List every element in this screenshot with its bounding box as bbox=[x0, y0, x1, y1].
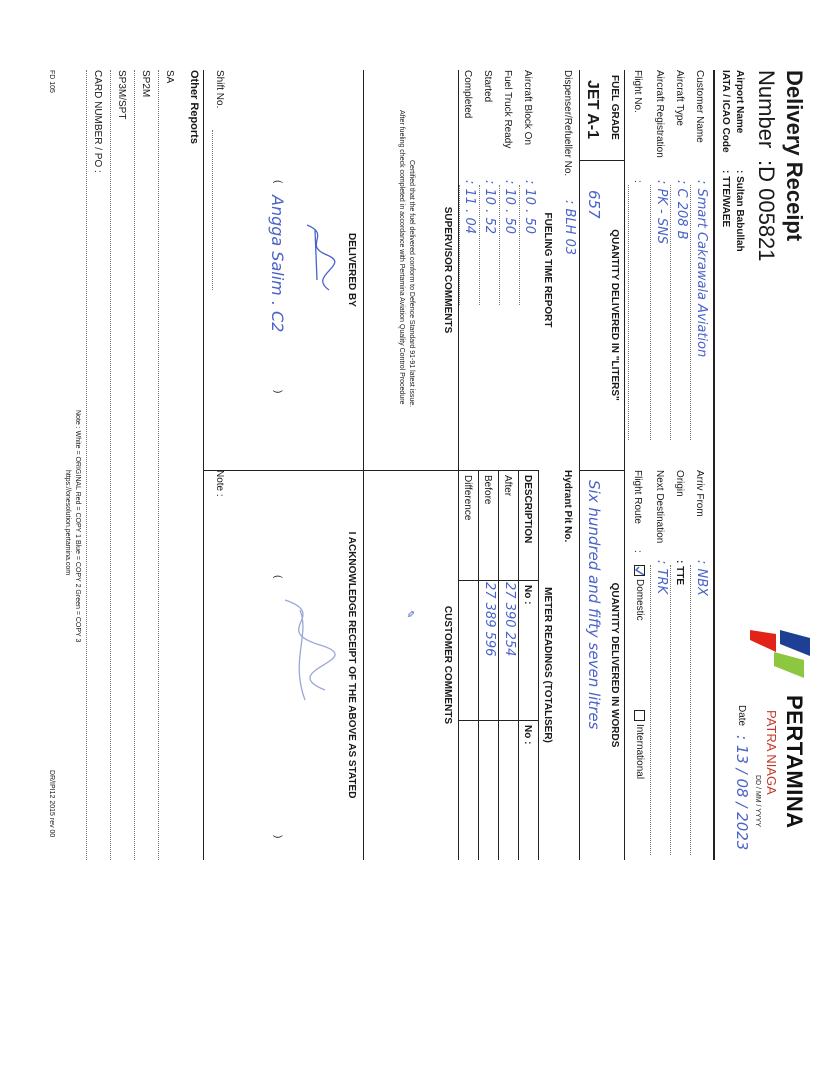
started-label: Started bbox=[482, 70, 493, 103]
block-on-value: : 10 . 50 bbox=[522, 180, 537, 234]
flight-no-value: : bbox=[632, 180, 643, 183]
date-label: Date bbox=[736, 705, 747, 727]
footer-code-right: DR/IPI12 2015 rev 00 bbox=[48, 770, 55, 838]
customer-name-label: Customer Name bbox=[694, 70, 705, 143]
iata-value: : TTE/WAEE bbox=[720, 170, 731, 228]
fuel-grade-value: JET A-1 bbox=[584, 80, 601, 139]
customer-name-value: : Smart Cakrawala Aviation bbox=[694, 180, 709, 358]
document-title: Delivery Receipt bbox=[782, 70, 807, 242]
qty-words-value: Six hundred and fifty seven litres bbox=[585, 480, 603, 730]
next-destination-value: : TRK bbox=[654, 560, 669, 595]
meter-difference-label: Difference bbox=[462, 475, 473, 521]
receipt-number: :D 005821 bbox=[754, 160, 779, 262]
dispenser-value: : BLH 03 bbox=[562, 200, 577, 256]
customer-mark-icon: ✎ bbox=[404, 610, 415, 619]
delivered-by-heading: DELIVERED BY bbox=[346, 233, 357, 307]
receipt-number-label: Number bbox=[754, 70, 779, 149]
aircraft-registration-label: Aircraft Registration bbox=[654, 70, 665, 158]
meter-heading: METER READINGS (TOTALISER) bbox=[542, 587, 553, 743]
header-divider bbox=[713, 70, 715, 860]
meter-after-label: After bbox=[502, 475, 513, 497]
completed-label: Completed bbox=[462, 70, 473, 119]
pertamina-logo-icon bbox=[750, 630, 810, 690]
flight-route-colon: : bbox=[632, 550, 643, 553]
hydrant-label: Hydrant Pit No. bbox=[562, 470, 573, 543]
qty-liters-label: QUANTITY DELIVERED IN "LITERS" bbox=[609, 229, 620, 401]
delivered-name: Angga Salim . C2 bbox=[268, 195, 287, 333]
airport-label: Airport Name bbox=[734, 70, 745, 134]
fuel-grade-label: FUEL GRADE bbox=[609, 75, 620, 140]
report-card-number: CARD NUMBER / PO : bbox=[92, 70, 103, 173]
truck-ready-value: : 10 . 50 bbox=[502, 180, 517, 234]
checkbox-empty-icon bbox=[634, 710, 645, 721]
brand-sub: PATRA NIAGA bbox=[764, 710, 779, 795]
report-sp3m: SP3M/SPT bbox=[116, 70, 127, 120]
iata-label: IATA / ICAO Code bbox=[720, 70, 731, 153]
checkbox-checked-icon bbox=[634, 565, 645, 576]
other-reports-heading: Other Reports bbox=[188, 70, 200, 144]
international-checkbox[interactable] bbox=[634, 710, 645, 779]
certification-line-2: After fueling check completed in accordance with Pertamina Aviation Quality Control Procedure bbox=[398, 110, 405, 405]
flight-route-label: Flight Route bbox=[632, 470, 643, 524]
next-destination-label: Next Destination bbox=[654, 470, 665, 544]
brand-name: PERTAMINA bbox=[782, 695, 807, 829]
report-sp2m: SP2M bbox=[140, 70, 151, 98]
dispenser-label: Dispenser/Refueller No. bbox=[562, 70, 573, 177]
customer-signature-icon bbox=[260, 590, 340, 710]
fueling-time-heading: FUELING TIME REPORT bbox=[542, 212, 553, 328]
aircraft-type-label: Aircraft Type bbox=[674, 70, 685, 126]
airport-value: : Sultan Babullah bbox=[734, 170, 745, 252]
delivered-signature-icon bbox=[297, 220, 337, 300]
rotated-form: Delivery Receipt Number :D 005821 Airport Name : Sultan Babullah IATA / ICAO Code : TTE/WAEE PERTAMINA PATRA NIAGA DD / MM / YYYY Date : 13 / 08 / 2023 Customer Name : Smart Cakrawala Aviation Aircraft Type : C 208 B Aircraft Registration : PK - SNS Flight No. : Arriv From : NBX Origin : TTE Next Destination : TRK Flight Route : Domestic International FUEL GRADE JET A-1 QUANTITY DELIVERED IN "LITERS" 657 QUANTITY DELIVERED IN WORDS Six hundred and fifty seven litres Dispenser/Refueller No. : BLH 03 Hydrant Pit No. FUELING TIME REPORT Aircraft Block On : 10 . 50 Fuel Truck Ready : 10 . 50 Started : 10 . 52 Completed : 11 . 04 METER READINGS (TOTALISER) DESCRIPTION No : No : After 27 390 254 Before 27 389 596 Difference SUPERVISOR COMMENTS CUSTOMER COMMENTS Certified that the fuel delivered conform to Defence Standard 91-91 latest issue. After fueling check completed in accordance with Pertamina Aviation Quality Control Procedure ✎ DELIVERED BY I ACKNOWLEDGE RECEIPT OF THE ABOVE AS STATED ( Angga Salim . C2 ) Shift No. ( ) Note : Other Reports SA SP2M SP3M/SPT CARD NUMBER / PO : Note : White = ORIGINAL Red = COPY 1 Blue = COPY 2 Green = COPY 3 https://onesolution.pertamina.com FD 105 DR/IPI12 2015 rev 00 bbox=[25, 70, 815, 1075]
origin-value: : TTE bbox=[674, 560, 685, 585]
aircraft-type-value: : C 208 B bbox=[674, 180, 689, 240]
report-sa: SA bbox=[164, 70, 175, 84]
supervisor-comments-heading: SUPERVISOR COMMENTS bbox=[442, 206, 453, 334]
block-on-label: Aircraft Block On bbox=[522, 70, 533, 146]
acknowledge-heading: I ACKNOWLEDGE RECEIPT OF THE ABOVE AS STATED bbox=[346, 531, 357, 799]
meter-col-no1: No : bbox=[522, 585, 533, 605]
qty-liters-value: 657 bbox=[585, 190, 603, 219]
meter-before-label: Before bbox=[482, 475, 493, 505]
date-value: : 13 / 08 / 2023 bbox=[733, 735, 751, 851]
origin-label: Origin bbox=[674, 470, 685, 497]
qty-words-label: QUANTITY DELIVERED IN WORDS bbox=[609, 582, 620, 748]
note-label: Note : bbox=[214, 470, 225, 497]
arriv-from-label: Arriv From bbox=[694, 470, 705, 517]
meter-after-value: 27 390 254 bbox=[502, 582, 517, 657]
meter-col-description: DESCRIPTION bbox=[522, 475, 533, 544]
footer-url: https://onesolution.pertamina.com bbox=[64, 470, 71, 576]
customer-comments-heading: CUSTOMER COMMENTS bbox=[442, 605, 453, 725]
truck-ready-label: Fuel Truck Ready bbox=[502, 70, 513, 149]
flight-no-label: Flight No. bbox=[632, 70, 643, 113]
certification-line-1: Certified that the fuel delivered conform to Defence Standard 91-91 latest issue. bbox=[408, 160, 415, 408]
arriv-from-value: : NBX bbox=[694, 560, 709, 597]
shift-no-label: Shift No. bbox=[214, 70, 225, 109]
international-label: International bbox=[633, 724, 645, 780]
started-value: : 10 . 52 bbox=[482, 180, 497, 234]
domestic-label: Domestic bbox=[633, 579, 645, 621]
aircraft-registration-value: : PK - SNS bbox=[654, 180, 669, 245]
footer-note: Note : White = ORIGINAL Red = COPY 1 Blue = COPY 2 Green = COPY 3 bbox=[74, 410, 81, 643]
meter-col-no2: No : bbox=[522, 725, 533, 745]
footer-code-left: FD 105 bbox=[48, 70, 55, 93]
domestic-checkbox[interactable] bbox=[634, 565, 645, 621]
date-format: DD / MM / YYYY bbox=[754, 775, 761, 827]
completed-value: : 11 . 04 bbox=[462, 180, 477, 234]
meter-before-value: 27 389 596 bbox=[482, 582, 497, 657]
